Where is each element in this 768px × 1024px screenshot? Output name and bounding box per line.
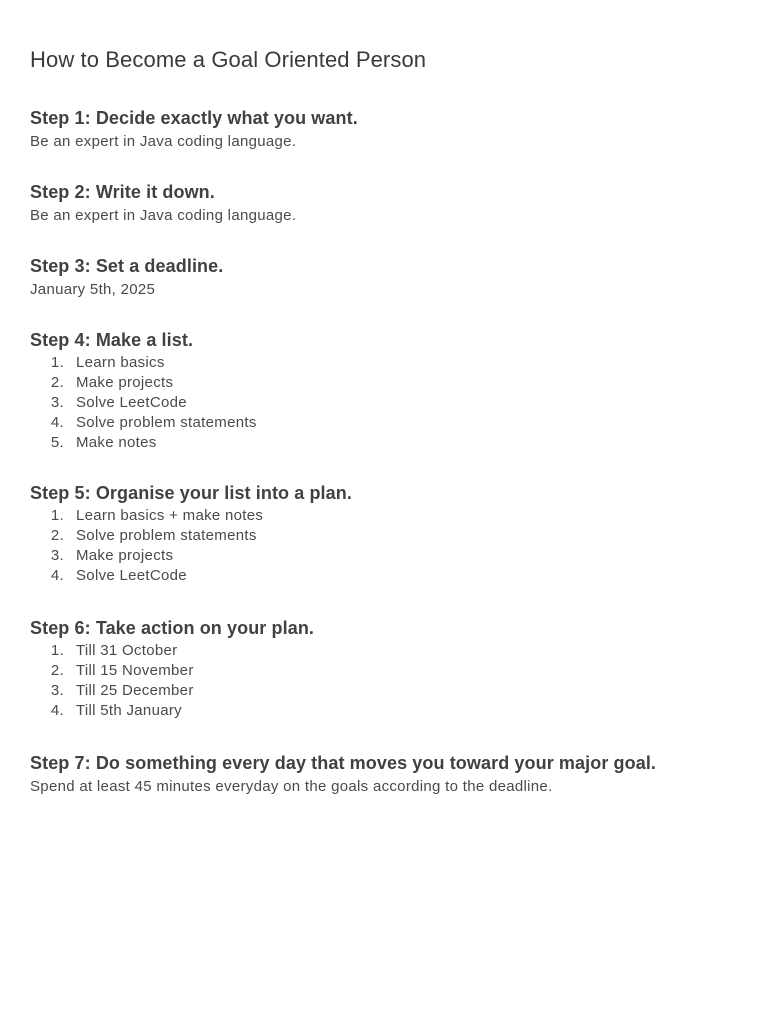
list-item <box>30 661 740 681</box>
list-item <box>30 433 740 453</box>
list-item <box>30 641 740 661</box>
list-item-text: Solve LeetCode <box>76 567 187 584</box>
list-item <box>30 566 740 586</box>
step-heading: Step 4: Make a list. <box>30 330 194 350</box>
step-heading: Step 6: Take action on your plan. <box>30 618 315 638</box>
list-item <box>30 373 740 393</box>
list-number: 1. <box>50 354 64 371</box>
list-item <box>30 546 740 566</box>
list-item <box>30 526 740 546</box>
list-number: 3. <box>50 547 64 564</box>
list-item <box>30 681 740 701</box>
document-title: How to Become a Goal Oriented Person <box>30 47 427 72</box>
list-number: 2. <box>50 662 64 679</box>
step-heading: Step 7: Do something every day that moves you toward your major goal. <box>30 753 657 773</box>
step-heading: Step 3: Set a deadline. <box>30 256 224 276</box>
step-heading: Step 5: Organise your list into a plan. <box>30 483 352 503</box>
step-5 <box>30 481 740 586</box>
step-6 <box>30 616 740 721</box>
numbered-list <box>30 506 740 586</box>
list-item <box>30 353 740 373</box>
list-number: 4. <box>50 414 64 431</box>
list-number: 4. <box>50 567 64 584</box>
numbered-list <box>30 641 740 721</box>
step-text: Spend at least 45 minutes everyday on the goals according to the deadline. <box>30 778 553 795</box>
list-item-text: Make notes <box>76 434 157 451</box>
list-number: 2. <box>50 374 64 391</box>
step-7 <box>30 751 740 797</box>
list-item-text: Solve problem statements <box>76 414 257 431</box>
list-number: 3. <box>50 682 64 699</box>
list-item-text: Till 31 October <box>76 642 178 659</box>
list-item-text: Make projects <box>76 374 174 391</box>
list-number: 4. <box>50 702 64 719</box>
step-text: Be an expert in Java coding language. <box>30 207 297 224</box>
step-3 <box>30 254 740 300</box>
list-item-text: Learn basics <box>76 354 165 371</box>
step-2 <box>30 180 740 226</box>
list-number: 5. <box>50 434 64 451</box>
list-item-text: Make projects <box>76 547 174 564</box>
step-heading: Step 2: Write it down. <box>30 182 215 202</box>
list-item <box>30 393 740 413</box>
step-1 <box>30 106 740 152</box>
list-item-text: Solve LeetCode <box>76 394 187 411</box>
list-number: 2. <box>50 527 64 544</box>
list-item-text: Till 25 December <box>76 682 194 699</box>
list-item <box>30 413 740 433</box>
list-item-text: Till 15 November <box>76 662 194 679</box>
step-heading: Step 1: Decide exactly what you want. <box>30 108 358 128</box>
step-text: January 5th, 2025 <box>30 281 156 298</box>
list-item <box>30 506 740 526</box>
list-item-text: Learn basics + make notes <box>76 507 264 524</box>
step-text: Be an expert in Java coding language. <box>30 133 297 150</box>
list-number: 1. <box>50 507 64 524</box>
document-page <box>30 44 740 825</box>
step-4 <box>30 328 740 453</box>
list-number: 1. <box>50 642 64 659</box>
list-item-text: Solve problem statements <box>76 527 257 544</box>
numbered-list <box>30 353 740 453</box>
list-item-text: Till 5th January <box>76 702 182 719</box>
list-number: 3. <box>50 394 64 411</box>
list-item <box>30 701 740 721</box>
